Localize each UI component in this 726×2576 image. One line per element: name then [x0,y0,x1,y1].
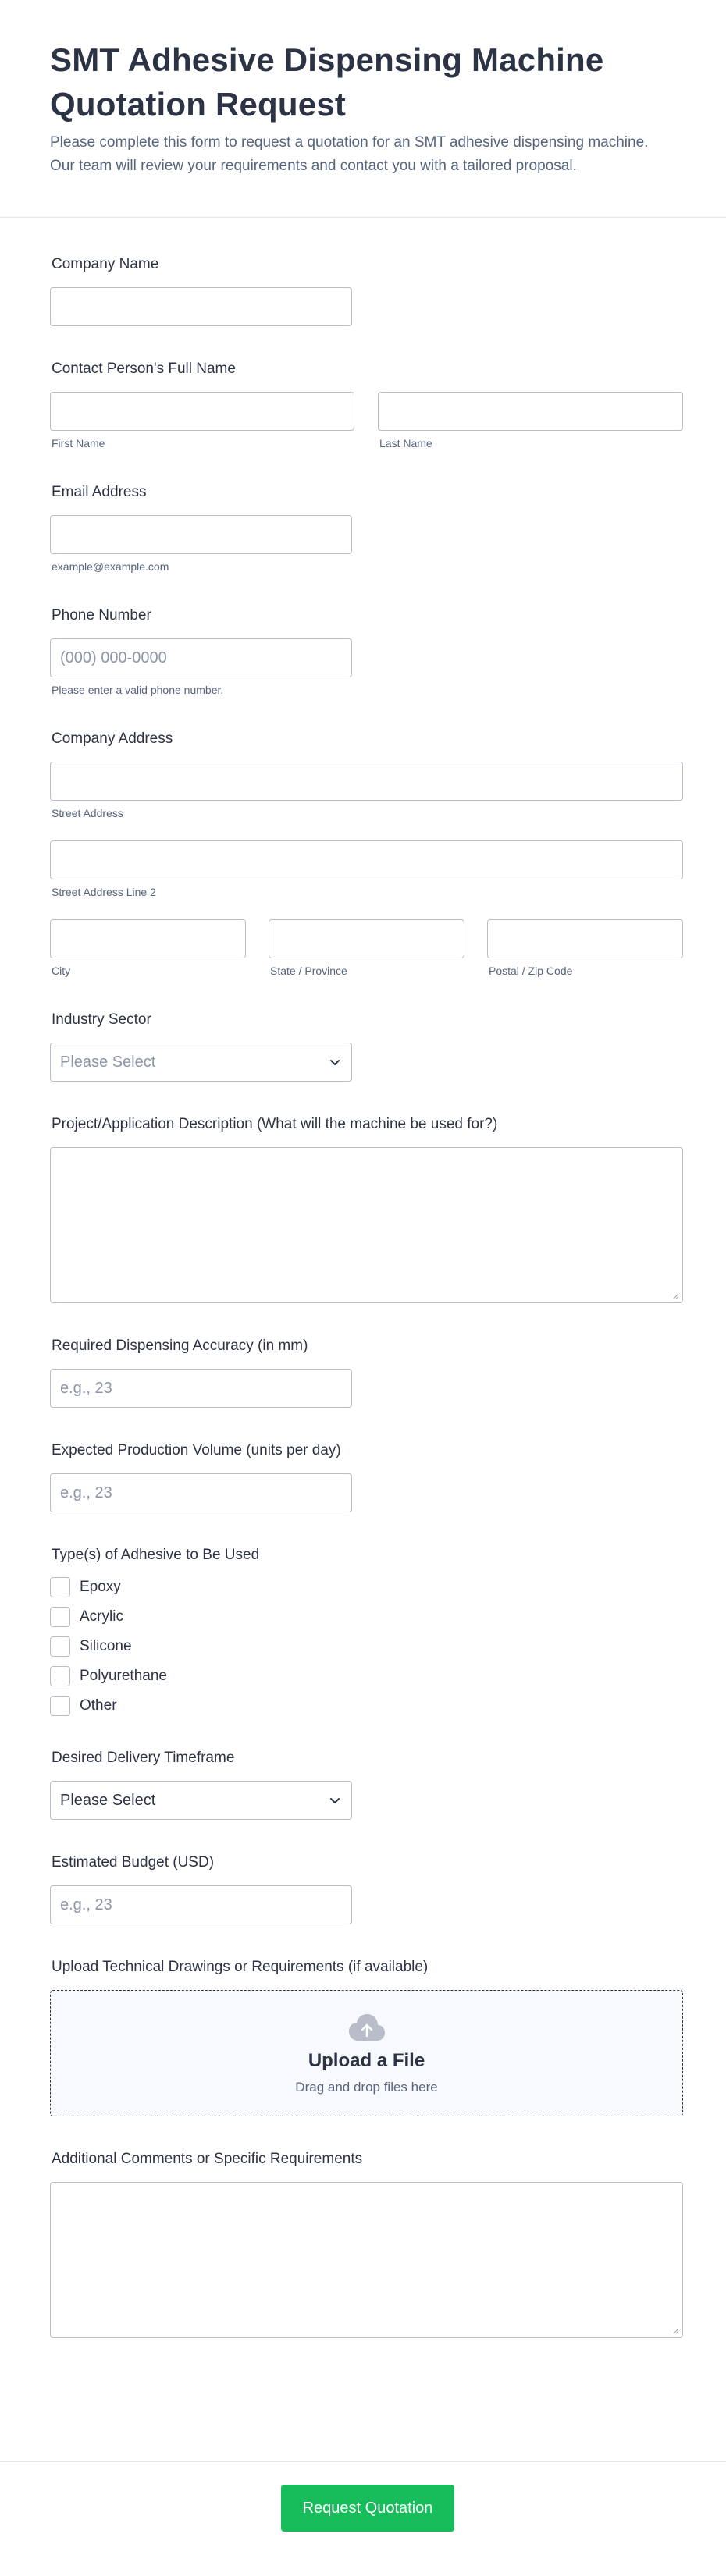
form-title: SMT Adhesive Dispensing Machine Quotation Request [50,41,604,123]
upload-field [50,1958,682,2116]
delivery-label: Desired Delivery Timeframe [52,1750,235,1766]
last-name-sublabel: Last Name [379,437,432,449]
address-label: Company Address [52,730,173,747]
delivery-select-value: Please Select [60,1791,156,1809]
budget-label: Estimated Budget (USD) [52,1854,215,1871]
email-field [50,483,682,573]
zip-input[interactable] [487,919,683,958]
last-name-input[interactable] [378,392,683,431]
checkbox-silicone[interactable] [50,1636,70,1657]
adhesive-types-field [50,1546,682,1721]
contact-name-label: Contact Person's Full Name [52,361,236,377]
checkbox-epoxy[interactable] [50,1577,70,1597]
company-name-field [50,255,682,326]
phone-input[interactable] [50,638,352,677]
industry-select[interactable] [50,1043,352,1082]
comments-field [50,2150,682,2338]
checkbox-item-acrylic[interactable] [50,1602,682,1632]
state-sublabel: State / Province [270,965,347,977]
volume-input[interactable] [50,1473,352,1512]
phone-field [50,606,682,696]
checkbox-label-polyurethane[interactable]: Polyurethane [80,1668,167,1684]
industry-label: Industry Sector [52,1011,151,1028]
upload-title: Upload a File [308,2050,425,2071]
industry-field [50,1011,682,1082]
checkbox-acrylic[interactable] [50,1607,70,1627]
request-quotation-button[interactable]: Request Quotation [281,2485,454,2532]
budget-input[interactable] [50,1885,352,1924]
project-description-textarea[interactable] [50,1147,683,1303]
budget-field [50,1853,682,1924]
street-address-line2-sublabel: Street Address Line 2 [52,886,156,898]
street-address-line2-input[interactable] [50,840,683,879]
state-input[interactable] [269,919,464,958]
accuracy-field [50,1337,682,1408]
checkbox-label-acrylic[interactable]: Acrylic [80,1608,123,1625]
adhesive-types-label: Type(s) of Adhesive to Be Used [52,1547,260,1563]
resize-grip-icon[interactable] [671,2326,679,2334]
city-sublabel: City [52,965,71,977]
project-description-field [50,1115,682,1303]
project-description-label: Project/Application Description (What will the machine be used for?) [52,1116,498,1132]
accuracy-label: Required Dispensing Accuracy (in mm) [52,1338,308,1354]
company-name-label: Company Name [52,256,159,272]
upload-subtitle: Drag and drop files here [295,2080,438,2095]
delivery-select[interactable] [50,1781,352,1820]
chevron-down-icon [328,1055,342,1069]
email-input[interactable] [50,515,352,554]
industry-select-value: Please Select [60,1053,156,1071]
comments-textarea[interactable] [50,2182,683,2338]
delivery-field [50,1749,682,1820]
email-label: Email Address [52,484,147,500]
form-subtitle: Please complete this form to request a quotation for an SMT adhesive dispensing machine. Our team will review your requirements and contact you with a tailored proposal. [50,134,649,174]
checkbox-item-silicone[interactable] [50,1632,682,1661]
contact-name-field [50,360,682,449]
checkbox-other[interactable] [50,1696,70,1716]
checkbox-item-other[interactable] [50,1691,682,1721]
chevron-down-icon [328,1793,342,1807]
phone-sublabel: Please enter a valid phone number. [52,684,224,696]
street-address-sublabel: Street Address [52,807,123,819]
volume-field [50,1441,682,1512]
first-name-input[interactable] [50,392,354,431]
company-name-input[interactable] [50,287,352,326]
volume-label: Expected Production Volume (units per day) [52,1442,341,1459]
form-body [0,255,726,2338]
upload-label: Upload Technical Drawings or Requirements (if available) [52,1959,429,1975]
checkbox-label-silicone[interactable]: Silicone [80,1638,132,1654]
checkbox-item-polyurethane[interactable] [50,1661,682,1691]
cloud-upload-icon [348,2013,386,2042]
address-field [50,730,682,977]
checkbox-item-epoxy[interactable] [50,1572,682,1602]
email-sublabel: example@example.com [52,560,169,573]
first-name-sublabel: First Name [52,437,105,449]
checkbox-polyurethane[interactable] [50,1666,70,1686]
city-input[interactable] [50,919,246,958]
resize-grip-icon[interactable] [671,1292,679,1299]
street-address-input[interactable] [50,762,683,801]
checkbox-label-other[interactable]: Other [80,1697,117,1714]
accuracy-input[interactable] [50,1369,352,1408]
adhesive-types-list [50,1572,682,1721]
form-header [0,0,726,218]
file-upload-dropzone[interactable] [50,1990,683,2116]
checkbox-label-epoxy[interactable]: Epoxy [80,1579,121,1595]
zip-sublabel: Postal / Zip Code [489,965,573,977]
comments-label: Additional Comments or Specific Requirements [52,2151,363,2167]
phone-label: Phone Number [52,607,151,624]
